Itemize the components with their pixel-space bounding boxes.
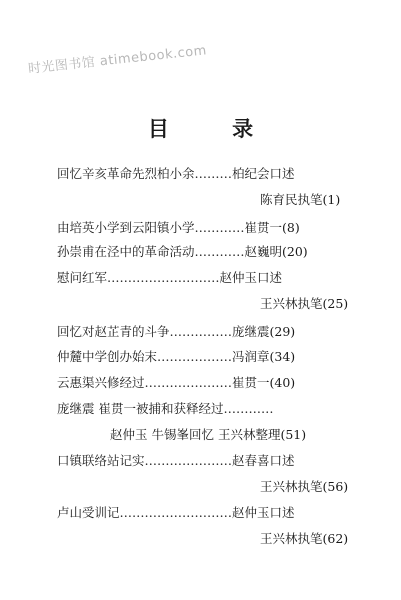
toc-entry: 回忆辛亥革命先烈柏小余………柏纪会口述: [57, 166, 295, 181]
toc-entry: 陈育民执笔(1): [260, 192, 341, 207]
watermark: 时光图书馆 atimebook.com: [27, 43, 208, 77]
toc-entry: 慰问红军………………………赵仲玉口述: [57, 270, 283, 285]
page-title: 目 录: [147, 117, 282, 141]
toc-entry: 王兴林执笔(25): [260, 296, 349, 311]
toc-entry: 孙崇甫在泾中的革命活动…………赵巍明(20): [57, 244, 308, 259]
toc-entry: 云惠渠兴修经过…………………崔贯一(40): [57, 375, 296, 390]
toc-entry: 赵仲玉 牛锡峯回忆 王兴林整理(51): [110, 427, 307, 442]
toc-entry: 卢山受训记………………………赵仲玉口述: [57, 505, 295, 520]
toc-entry: 王兴林执笔(56): [260, 479, 349, 494]
toc-entry: 口镇联络站记实…………………赵春喜口述: [57, 453, 295, 468]
toc-entry: 由培英小学到云阳镇小学…………崔贯一(8): [57, 220, 300, 235]
toc-entry: 回忆对赵芷青的斗争……………庞继震(29): [57, 324, 296, 339]
toc-entry: 庞继震 崔贯一被捕和获释经过…………: [57, 401, 274, 416]
toc-entry: 仲麓中学创办始末………………冯润章(34): [57, 349, 296, 364]
toc-entry: 王兴林执笔(62): [260, 531, 349, 546]
